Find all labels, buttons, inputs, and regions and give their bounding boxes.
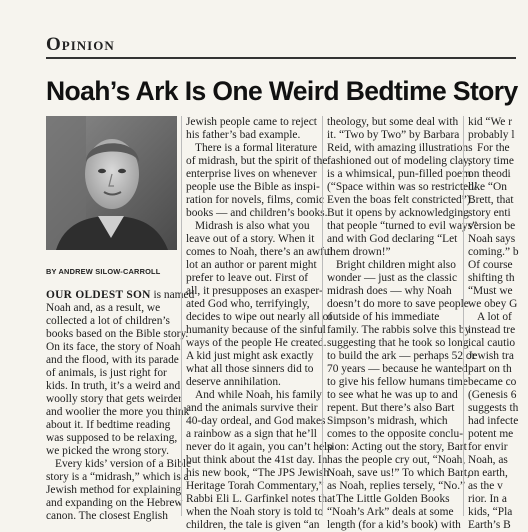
article-line: Rabbi Eli L. Garfinkel notes that	[186, 493, 336, 505]
author-photo	[46, 116, 177, 250]
article-line: and woolier the more you think	[46, 406, 190, 418]
article-line: Bright children might also	[336, 259, 456, 271]
article-line: ical cautio	[468, 337, 516, 349]
article-line: kids, “Pla	[468, 506, 513, 518]
article-line: what all those sinners did to	[186, 363, 314, 375]
article-line: kid “We r	[468, 116, 512, 128]
article-line: Noah and, as a result, we	[46, 302, 161, 314]
article-line: like “On	[468, 181, 507, 193]
article-line: Reid, with amazing illustrations	[327, 142, 473, 154]
article-line: enterprise lives on whenever	[186, 168, 317, 180]
article-line: Jewish people came to reject	[186, 116, 317, 128]
article-line: them drown!”	[327, 246, 391, 258]
article-line: wonder — just as the classic	[327, 272, 458, 284]
column-divider	[463, 116, 464, 516]
byline: BY ANDREW SILOW-CARROLL	[46, 267, 161, 276]
article-line: Jewish tra	[468, 350, 514, 362]
article-line: suggests th	[468, 402, 519, 414]
article-line: woolly story that gets weirder	[46, 393, 183, 405]
article-line: A kid just might ask exactly	[186, 350, 314, 362]
article-line: theology, but some deal with	[327, 116, 459, 128]
article-line: Midrash is also what you	[195, 220, 310, 232]
article-line: repent. But there’s also Bart	[327, 402, 455, 414]
article-line: Noah, save us!” To which Bart,	[327, 467, 470, 479]
article-line: There is a formal literature	[195, 142, 318, 154]
article-line: to give his fellow humans time	[327, 376, 468, 388]
article-line: ated God who, terrifyingly,	[186, 298, 310, 310]
article-line: leave out of a story. When it	[186, 233, 315, 245]
article-line: deserve annihilation.	[186, 376, 281, 388]
article-line: story is a “midrash,” which is a	[46, 471, 189, 483]
article-line: story enti	[468, 207, 511, 219]
article-line: 40-day ordeal, and God makes	[186, 415, 326, 427]
article-line: OUR OLDEST SON is named	[46, 289, 195, 301]
article-line: humanity because of the sinful	[186, 324, 326, 336]
headline: Noah’s Ark Is One Weird Bedtime Story	[46, 76, 518, 106]
article-line: A lot of	[477, 311, 512, 323]
article-line: family. The rabbis solve this by	[327, 324, 471, 336]
article-line: has the people cry out, “Noah,	[327, 454, 466, 466]
article-line: Noah says	[468, 233, 516, 245]
article-line: on theodi	[468, 168, 511, 180]
article-line: and the flood, with its parade	[46, 354, 179, 366]
article-line: his father’s bad example.	[186, 129, 301, 141]
article-line: midrash does — why Noah	[327, 285, 452, 297]
article-line: (Genesis 6	[468, 389, 517, 401]
article-line: length (for a kid’s book) with	[327, 519, 461, 531]
article-line: rior. In a	[468, 493, 507, 505]
article-line: instead tre	[468, 324, 516, 336]
article-line: version be	[468, 220, 516, 232]
article-line: and with God declaring “Let	[327, 233, 458, 245]
author-portrait-image	[46, 116, 177, 250]
article-line: never do it again, you can’t help	[186, 441, 333, 453]
article-line: part on th	[468, 363, 512, 375]
article-line: suggesting that he took so long	[327, 337, 469, 349]
article-line: about it. If bedtime reading	[46, 419, 171, 431]
article-column-2	[186, 116, 336, 532]
article-line: Simpson’s midrash, which	[327, 415, 448, 427]
article-line: Heritage Torah Commentary,”	[186, 480, 324, 492]
article-line: 70 years — because he wanted	[327, 363, 468, 375]
article-line: sion: Acting out the story, Bart	[327, 441, 467, 453]
article-column-3	[327, 116, 478, 532]
article-line: became co	[468, 376, 517, 388]
article-line: of midrash, but the spirit of the	[186, 155, 328, 167]
article-line: kids. In truth, it’s a weird and	[46, 380, 181, 392]
article-line: collected a lot of children’s	[46, 315, 170, 327]
section-rule	[46, 57, 516, 59]
article-line: and the animals survive their	[186, 402, 318, 414]
article-line: for envir	[468, 441, 508, 453]
article-line: it. “Two by Two” by Barbara	[327, 129, 460, 141]
article-line: Even the boas felt constricted”).	[327, 194, 474, 206]
article-line: potent me	[468, 428, 514, 440]
article-line: children, the tale is given “an	[186, 519, 320, 531]
article-line: canon. The closest English	[46, 510, 168, 522]
article-line: decides to wipe out nearly all of	[186, 311, 333, 323]
article-line: and expanding on the Hebrew	[46, 497, 183, 509]
article-line: as the v	[468, 480, 503, 492]
article-line: probably l	[468, 129, 515, 141]
article-line: books — and children’s books.	[186, 207, 328, 219]
article-line: was supposed to be relaxing,	[46, 432, 178, 444]
article-line: comes to the opposite conclu-	[327, 428, 464, 440]
article-line: we picked the wrong story.	[46, 445, 169, 457]
section-label: Opinion	[46, 34, 115, 55]
article-line: had infecte	[468, 415, 519, 427]
article-line: that people “turned to evil ways”	[327, 220, 478, 232]
article-line: to see what he was up to and	[327, 389, 458, 401]
article-line: “Must we	[468, 285, 513, 297]
article-line: lot an author or parent might	[186, 259, 317, 271]
article-line: Earth’s B	[468, 519, 511, 531]
article-line: Brett, that	[468, 194, 514, 206]
article-line: prefer to leave out. First of	[186, 272, 309, 284]
article-line: Of course	[468, 259, 513, 271]
article-line: coming.” b	[468, 246, 519, 258]
article-line: “Noah’s Ark” deals at some	[327, 506, 454, 518]
article-line: his new book, “The JPS Jewish	[186, 467, 330, 479]
article-column-4	[468, 116, 528, 532]
article-line: books based on the Bible story.	[46, 328, 189, 340]
article-line: as Noah, replies tersely, “No.”	[327, 480, 466, 492]
article-line: people use the Bible as inspi-	[186, 181, 320, 193]
article-line: when the Noah story is told to	[186, 506, 324, 518]
article-line: Jewish method for explaining	[46, 484, 182, 496]
article-line: a rainbow as a sign that he’ll	[186, 428, 317, 440]
article-line: On its face, the story of Noah	[46, 341, 181, 353]
article-line: we obey G	[468, 298, 518, 310]
article-column-1	[46, 289, 195, 523]
article-line: doesn’t do more to save people	[327, 298, 469, 310]
article-line: but think about the 41st day. In	[186, 454, 328, 466]
article-line: The Little Golden Books	[336, 493, 450, 505]
article-line: Every kids’ version of a Bible	[55, 458, 192, 470]
article-line: is a whimsical, pun-filled poem	[327, 168, 471, 180]
article-line: And while Noah, his family	[195, 389, 322, 401]
column-divider	[322, 116, 323, 516]
article-line: outside of his immediate	[327, 311, 440, 323]
article-line: comes to Noah, there’s an awful	[186, 246, 333, 258]
article-line: on earth,	[468, 467, 508, 479]
article-line: fashioned out of modeling clay,	[327, 155, 471, 167]
article-line: all, it presupposes an exasper-	[186, 285, 323, 297]
article-line: to build the ark — perhaps 52 or	[327, 350, 476, 362]
article-line: shifting th	[468, 272, 515, 284]
article-line: (“Space within was so restricted/	[327, 181, 477, 193]
article-line: ration for novels, films, comic	[186, 194, 324, 206]
article-line: of animals, is just right for	[46, 367, 167, 379]
article-line: For the	[477, 142, 510, 154]
article-line: But it opens by acknowledging	[327, 207, 469, 219]
article-line: Noah, as	[468, 454, 508, 466]
article-line: story time	[468, 155, 514, 167]
column-divider	[181, 116, 182, 516]
article-line: ways of the people He created.	[186, 337, 327, 349]
lead-in: OUR OLDEST SON	[46, 289, 151, 301]
